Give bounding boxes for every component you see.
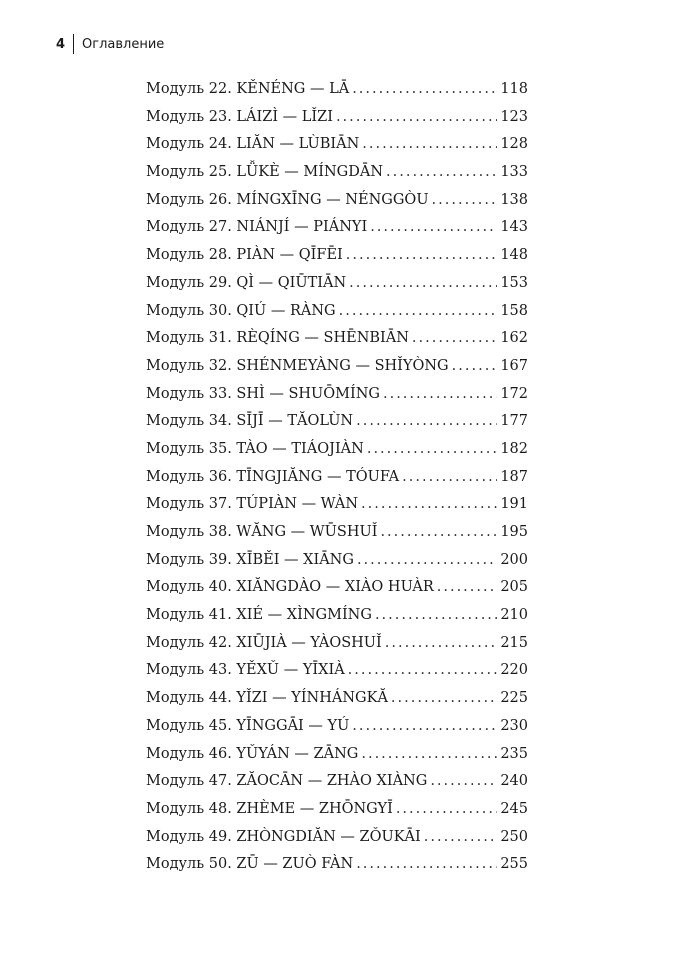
toc-dot-leader	[386, 159, 497, 187]
toc-entry-page-number: 123	[500, 108, 528, 125]
toc-dot-leader	[380, 519, 497, 547]
toc-dot-leader	[412, 325, 497, 353]
toc-entry-page-number: 133	[500, 164, 528, 181]
toc-entry-title: Модуль 39. XĪBĚI — XIĀNG	[146, 551, 354, 568]
toc-entry-title: Модуль 47. ZĂOCĀN — ZHÀO XIÀNG	[146, 773, 428, 790]
toc-entry-page-number: 230	[500, 717, 528, 734]
toc-entry-page-number: 128	[500, 136, 528, 153]
toc-entry-page-number: 177	[500, 413, 528, 430]
toc-entry[interactable]	[146, 491, 528, 519]
toc-entry-title: Модуль 50. ZŪ — ZUÒ FÀN	[146, 856, 354, 873]
toc-entry[interactable]	[146, 464, 528, 492]
toc-entry[interactable]	[146, 630, 528, 658]
toc-entry-page-number: 162	[500, 330, 528, 347]
toc-dot-leader	[396, 796, 498, 824]
toc-entry[interactable]	[146, 298, 528, 326]
toc-entry-page-number: 255	[500, 856, 528, 873]
toc-entry-title: Модуль 45. YĪNGGĀI — YÚ	[146, 717, 350, 734]
toc-entry-title: Модуль 24. LIĂN — LÙBIĀN	[146, 136, 360, 153]
toc-entry-page-number: 191	[500, 496, 528, 513]
toc-entry[interactable]	[146, 436, 528, 464]
toc-entry[interactable]	[146, 159, 528, 187]
toc-entry-title: Модуль 26. MÍNGXĪNG — NÉNGGÒU	[146, 191, 429, 208]
toc-dot-leader	[424, 824, 498, 852]
toc-entry-page-number: 167	[500, 357, 528, 374]
toc-entry[interactable]	[146, 214, 528, 242]
toc-dot-leader	[452, 353, 498, 381]
toc-entry[interactable]	[146, 574, 528, 602]
toc-entry-title: Модуль 25. LǙKÈ — MÍNGDĀN	[146, 164, 384, 181]
toc-entry-page-number: 138	[500, 191, 528, 208]
toc-dot-leader	[346, 242, 498, 270]
toc-dot-leader	[348, 657, 498, 685]
toc-entry[interactable]	[146, 187, 528, 215]
toc-entry-page-number: 148	[500, 247, 528, 264]
toc-entry-page-number: 118	[500, 81, 528, 97]
toc-entry-title: Модуль 22. KĚNÉNG — LĀ	[146, 81, 350, 97]
toc-entry-page-number: 205	[500, 579, 528, 596]
toc-dot-leader	[385, 630, 498, 658]
toc-entry[interactable]	[146, 685, 528, 713]
toc-entry-page-number: 240	[500, 773, 528, 790]
toc-dot-leader	[336, 104, 497, 132]
toc-entry[interactable]	[146, 408, 528, 436]
toc-entry[interactable]	[146, 353, 528, 381]
toc-dot-leader	[356, 851, 497, 879]
toc-dot-leader	[437, 574, 498, 602]
toc-entry[interactable]	[146, 851, 528, 879]
toc-entry-page-number: 245	[500, 800, 528, 817]
page-number: 4	[56, 36, 66, 52]
toc-entry-title: Модуль 41. XIÉ — XÌNGMÍNG	[146, 607, 372, 624]
toc-entry-page-number: 172	[500, 385, 528, 402]
toc-dot-leader	[375, 602, 497, 630]
toc-dot-leader	[391, 685, 497, 713]
toc-entry-title: Модуль 43. YĚXǓ — YĪXIÀ	[146, 662, 345, 679]
toc-dot-leader	[352, 76, 497, 104]
table-of-contents	[146, 76, 528, 879]
toc-entry[interactable]	[146, 131, 528, 159]
toc-entry-title: Модуль 34. SĪJĪ — TĂOLÙN	[146, 413, 354, 430]
toc-entry-page-number: 235	[500, 745, 528, 762]
toc-entry-title: Модуль 31. RÈQÍNG — SHĒNBIĀN	[146, 330, 409, 347]
toc-dot-leader	[367, 436, 497, 464]
toc-dot-leader	[362, 131, 497, 159]
toc-entry-page-number: 153	[500, 274, 528, 291]
toc-entry-title: Модуль 44. YǏZI — YÍNHÁNGKĂ	[146, 690, 388, 707]
toc-entry-title: Модуль 46. YǓYÁN — ZĀNG	[146, 745, 359, 762]
toc-entry-page-number: 215	[500, 634, 528, 651]
toc-dot-leader	[370, 214, 497, 242]
toc-entry-title: Модуль 28. PIÀN — QĪFĒI	[146, 247, 343, 264]
toc-dot-leader	[402, 464, 497, 492]
toc-entry-title: Модуль 49. ZHÒNGDIĂN — ZǑUKĀI	[146, 828, 421, 845]
section-title: Оглавление	[82, 36, 165, 52]
header-divider	[73, 34, 74, 54]
toc-entry-page-number: 187	[500, 468, 528, 485]
toc-entry[interactable]	[146, 325, 528, 353]
toc-dot-leader	[361, 491, 497, 519]
toc-dot-leader	[361, 741, 497, 769]
toc-dot-leader	[339, 298, 498, 326]
toc-entry-title: Модуль 33. SHÌ — SHUŌMÍNG	[146, 385, 380, 402]
toc-entry[interactable]	[146, 602, 528, 630]
toc-entry-title: Модуль 38. WĂNG — WŪSHUǏ	[146, 524, 378, 540]
toc-entry-title: Модуль 29. QÌ — QIŪTIĀN	[146, 274, 347, 291]
toc-dot-leader	[352, 713, 497, 741]
toc-entry-page-number: 210	[500, 607, 528, 624]
toc-entry-page-number: 225	[500, 690, 528, 707]
toc-dot-leader	[349, 270, 497, 298]
toc-entry[interactable]	[146, 519, 528, 547]
toc-entry[interactable]	[146, 657, 528, 685]
toc-entry-page-number: 220	[500, 662, 528, 679]
toc-entry-page-number: 195	[500, 524, 528, 540]
toc-entry[interactable]	[146, 242, 528, 270]
toc-entry-title: Модуль 23. LÁIZÌ — LǏZI	[146, 108, 333, 125]
toc-dot-leader	[356, 408, 497, 436]
toc-entry-title: Модуль 36. TĪNGJIĂNG — TÓUFA	[146, 468, 400, 485]
toc-dot-leader	[430, 768, 497, 796]
toc-entry-title: Модуль 48. ZHÈME — ZHŌNGYĪ	[146, 800, 393, 817]
toc-entry[interactable]	[146, 796, 528, 824]
toc-entry[interactable]	[146, 547, 528, 575]
toc-dot-leader	[432, 187, 498, 215]
toc-entry-title: Модуль 42. XIŪJIÀ — YÀOSHUǏ	[146, 634, 382, 651]
toc-entry[interactable]	[146, 104, 528, 132]
toc-dot-leader	[383, 381, 497, 409]
toc-entry[interactable]	[146, 713, 528, 741]
toc-entry-title: Модуль 35. TÀO — TIÁOJIÀN	[146, 440, 364, 457]
toc-entry-page-number: 158	[500, 302, 528, 319]
toc-entry[interactable]	[146, 270, 528, 298]
toc-entry-page-number: 182	[500, 440, 528, 457]
toc-entry[interactable]	[146, 76, 528, 104]
toc-entry[interactable]	[146, 741, 528, 769]
toc-entry[interactable]	[146, 824, 528, 852]
toc-entry-title: Модуль 40. XIĂNGDÀO — XIÀO HUÀR	[146, 579, 434, 596]
toc-entry-page-number: 143	[500, 219, 528, 236]
toc-entry-page-number: 200	[500, 551, 528, 568]
toc-entry-page-number: 250	[500, 828, 528, 845]
page-header	[56, 34, 164, 54]
toc-dot-leader	[357, 547, 497, 575]
toc-entry[interactable]	[146, 768, 528, 796]
toc-entry-title: Модуль 32. SHÉNMEYÀNG — SHǏYÒNG	[146, 357, 449, 374]
toc-entry-title: Модуль 37. TÚPIÀN — WÀN	[146, 496, 359, 513]
toc-entry[interactable]	[146, 381, 528, 409]
toc-entry-title: Модуль 30. QIÚ — RÀNG	[146, 302, 336, 319]
toc-entry-title: Модуль 27. NIÁNJÍ — PIÁNYI	[146, 219, 368, 236]
